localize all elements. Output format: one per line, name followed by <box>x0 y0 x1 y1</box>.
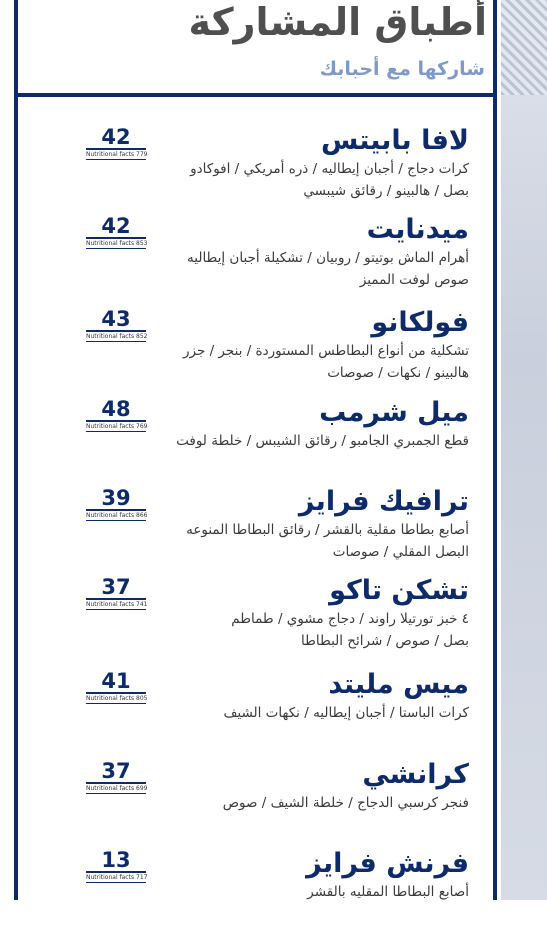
item-calories: 43 <box>86 308 146 332</box>
item-calories: 48 <box>86 398 146 422</box>
decorative-pattern <box>501 0 547 95</box>
item-name: فرنش فرايز <box>306 848 469 879</box>
nutrition-box <box>86 670 146 704</box>
item-name: كرانشي <box>362 759 469 790</box>
menu-item <box>18 670 493 750</box>
menu-item <box>18 849 493 929</box>
item-calories: 41 <box>86 670 146 694</box>
item-description: أهرام الماش بوتيتو / روبيان / تشكيلة أجبان إيطاليه صوص لوفت المميز <box>187 250 469 288</box>
item-calories: 42 <box>86 126 146 150</box>
item-description: ٤ خبز تورتيلا راوند / دجاج مشوي / طماطم بصل / صوص / شرائح البطاطا <box>231 611 469 649</box>
nutrition-facts-label: Nutritional facts 699 <box>86 785 148 792</box>
item-description: كرات الباستا / أجبان إيطاليه / نكهات الشيف <box>223 705 469 721</box>
item-description: تشكلية من أنواع البطاطس المستوردة / بنجر / جزر هالبينو / نكهات / صوصات <box>182 343 469 381</box>
item-calories: 42 <box>86 215 146 239</box>
item-name: لافا بابيتس <box>321 125 469 156</box>
nutrition-box <box>86 126 146 160</box>
nutrition-facts-label: Nutritional facts 805 <box>86 695 148 702</box>
item-name: ميس مليتد <box>328 669 469 700</box>
nutrition-facts-label: Nutritional facts 852 <box>86 333 148 340</box>
item-description: قطع الجمبري الجامبو / رقائق الشيبس / خلطة لوفت <box>176 433 469 449</box>
nutrition-box <box>86 308 146 342</box>
item-description: فنجر كرسبي الدجاج / خلطة الشيف / صوص <box>222 795 469 811</box>
page-subtitle: شاركها مع أحبابك <box>319 58 485 80</box>
item-calories: 37 <box>86 760 146 784</box>
item-description: كرات دجاج / أجبان إيطاليه / ذره أمريكي / افوكادو بصل / هالبينو / رقائق شيبسي <box>190 161 469 199</box>
menu-item <box>18 215 493 295</box>
menu-item <box>18 398 493 478</box>
item-description: أصابع بطاطا مقلية بالقشر / رقائق البطاطا المنوعه البصل المقلي / صوصات <box>186 522 469 560</box>
nutrition-facts-label: Nutritional facts 741 <box>86 601 148 608</box>
nutrition-facts-label: Nutritional facts 779 <box>86 151 148 158</box>
item-name: فولكانو <box>371 307 469 338</box>
item-calories: 37 <box>86 576 146 600</box>
nutrition-box <box>86 487 146 521</box>
item-calories: 39 <box>86 487 146 511</box>
item-name: تشكن تاكو <box>329 575 469 606</box>
side-decoration <box>501 0 547 900</box>
item-description: أصابع البطاطا المقليه بالقشر <box>307 884 469 900</box>
menu-item <box>18 576 493 656</box>
page-title: أطباق المشاركة <box>188 0 487 44</box>
menu-item <box>18 760 493 840</box>
item-name: ترافيك فرايز <box>298 486 469 517</box>
nutrition-facts-label: Nutritional facts 853 <box>86 240 148 247</box>
nutrition-facts-label: Nutritional facts 769 <box>86 423 148 430</box>
frame-right-border <box>493 0 497 900</box>
nutrition-facts-label: Nutritional facts 866 <box>86 512 148 519</box>
menu-item <box>18 126 493 206</box>
nutrition-box <box>86 576 146 610</box>
item-name: ميدنايت <box>366 214 469 245</box>
nutrition-box <box>86 760 146 794</box>
nutrition-facts-label: Nutritional facts 717 <box>86 874 148 881</box>
frame-top-border <box>14 93 497 97</box>
nutrition-box <box>86 215 146 249</box>
menu-item <box>18 308 493 388</box>
menu-item <box>18 487 493 567</box>
nutrition-box <box>86 398 146 432</box>
nutrition-box <box>86 849 146 883</box>
item-name: ميل شرمب <box>319 397 469 428</box>
item-calories: 13 <box>86 849 146 873</box>
